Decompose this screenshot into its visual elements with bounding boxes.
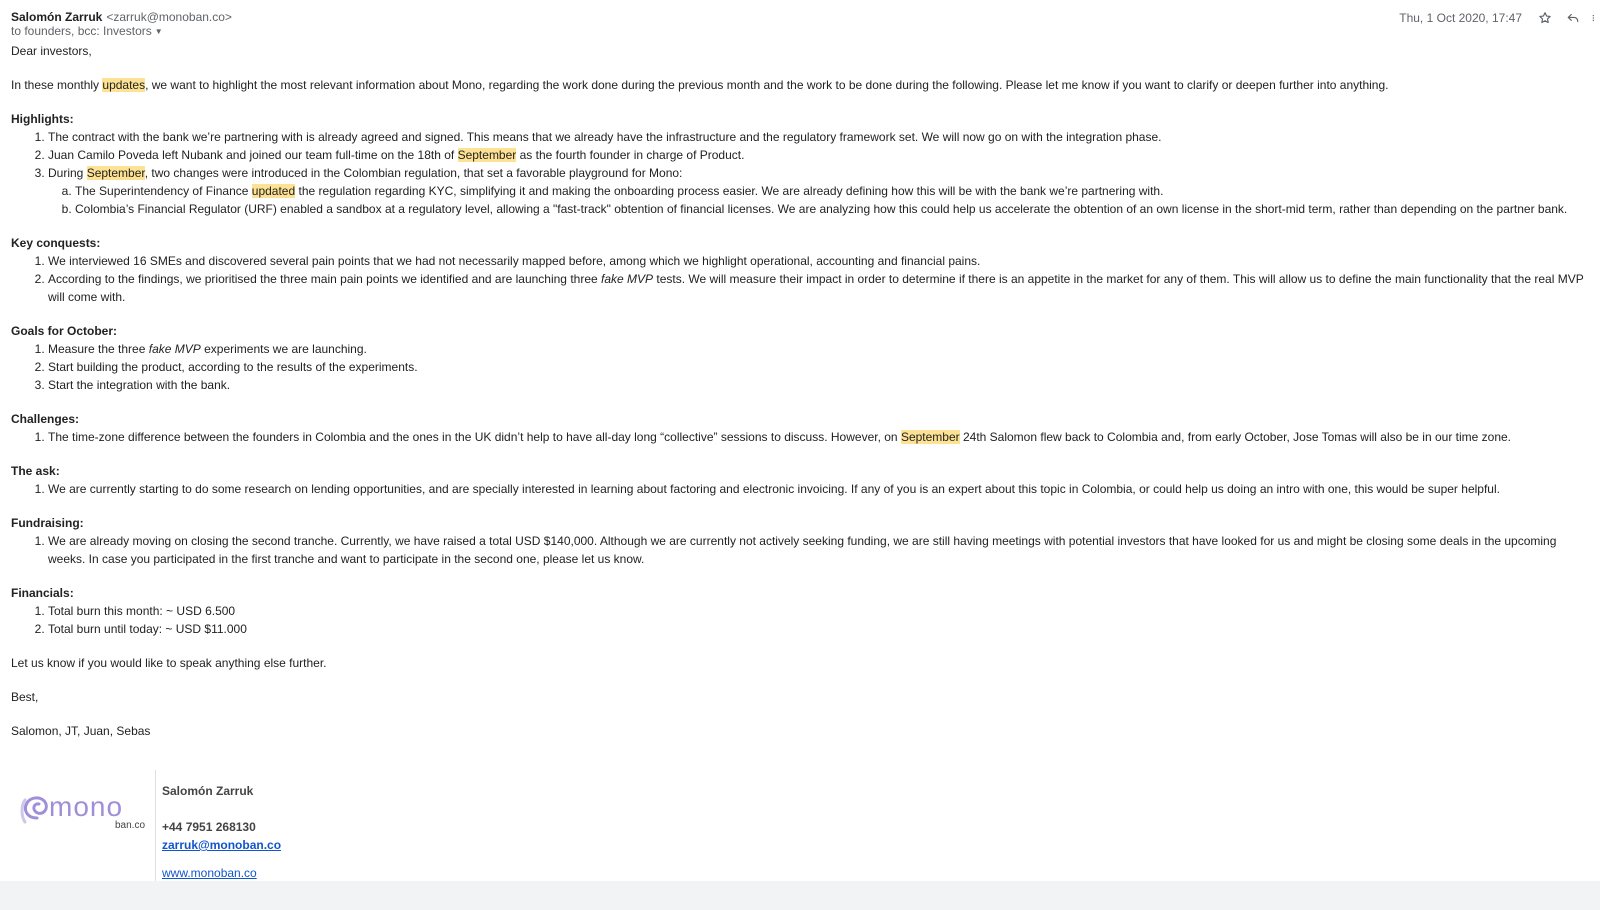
search-highlight: updated — [251, 184, 296, 198]
bottom-bar — [0, 881, 1600, 910]
recipients-text: to founders, bcc: Investors — [11, 24, 152, 38]
financials-list — [11, 602, 1600, 638]
sign-off: Best, — [11, 690, 39, 704]
signature-website-link[interactable]: www.monoban.co — [162, 866, 257, 880]
search-highlight: September — [457, 148, 517, 162]
search-highlight: updates — [102, 78, 146, 92]
goals-list — [11, 340, 1600, 394]
signature-email-link[interactable]: zarruk@monoban.co — [162, 838, 282, 852]
challenges-list — [11, 428, 1600, 446]
key-conquests-list — [11, 252, 1600, 306]
highlights-list — [11, 128, 1600, 218]
list-item: 1. We are already moving on closing the second tranche. Currently, we have raised a total USD $140,000. Although we are currently not actively seeking funding, we are still having meetings with potential investors that have looked for us and might be closing some deals in the upcoming weeks. In case you participated in the first tranche and want to participate in the second one, please let us know. — [48, 532, 1593, 568]
list-item: 2. According to the findings, we prioritised the three main pain points we identified and are launching three fake MVP tests. We will measure their impact in order to determine if there is an appetite in the market for any of them. This will allow us to define the main functionality that the real MVP will come with. — [48, 270, 1593, 306]
email-body — [11, 42, 1600, 740]
sub-list-item: a. The Superintendency of Finance updated the regulation regarding KYC, simplifying it and making the onboarding process easier. We are already defining how this will be with the bank we’re partnering with. — [75, 182, 1600, 200]
section-title-goals: Goals for October: — [11, 324, 118, 338]
email-signature — [11, 770, 411, 885]
signature-info — [162, 782, 281, 882]
sender-name[interactable]: Salomón Zarruk — [11, 10, 103, 24]
star-icon[interactable] — [1536, 9, 1554, 27]
logo-text: mono — [49, 791, 124, 822]
logo-subtext: ban.co — [115, 820, 146, 831]
fundraising-list — [11, 532, 1600, 568]
list-item: 3. During September, two changes were introduced in the Colombian regulation, that set a favorable playground for Mono: a. The Superintendency of Finance updated the regulation regarding KYC, simplifying it and making the onboarding process easier. We are already defining how this will be with the bank we’re partnering with. b. Colombia’s Financial Regulator (URF) enabled a sandbox at a regulatory level, allowing a "fast-track" obtention of financial licenses. We are analyzing how this could help us accelerate the obtention of an own license in the short-mid term, rather than depending on the partner bank. — [48, 164, 1600, 218]
signature-phone: +44 7951 268130 — [162, 820, 256, 834]
section-title-ask: The ask: — [11, 464, 60, 478]
section-title-fundraising: Fundraising: — [11, 516, 84, 530]
list-item: 2. Start building the product, according to the results of the experiments. — [48, 358, 1600, 376]
greeting: Dear investors, — [11, 44, 92, 58]
sub-list — [48, 182, 1600, 218]
list-item: 1. Measure the three fake MVP experiments we are launching. — [48, 340, 1600, 358]
search-highlight: September — [86, 166, 145, 180]
list-item: 2. Total burn until today: ~ USD $11.000 — [48, 620, 1600, 638]
monoban-logo — [17, 788, 149, 832]
sender-names: Salomon, JT, Juan, Sebas — [11, 724, 151, 738]
ask-list — [11, 480, 1600, 498]
list-item: 3. Start the integration with the bank. — [48, 376, 1600, 394]
section-title-highlights: Highlights: — [11, 112, 74, 126]
email-header — [11, 9, 1600, 39]
signature-name: Salomón Zarruk — [162, 784, 254, 798]
list-item: 2. Juan Camilo Poveda left Nubank and joined our team full-time on the 18th of September as the fourth founder in charge of Product. — [48, 146, 1600, 164]
list-item: 1. We interviewed 16 SMEs and discovered several pain points that we had not necessarily mapped before, among which we highlight operational, accounting and financial pains. — [48, 252, 1600, 270]
section-title-key-conquests: Key conquests: — [11, 236, 101, 250]
list-item: 1. The time-zone difference between the founders in Colombia and the ones in the UK didn’t help to have all-day long “collective” sessions to discuss. However, on September 24th Salomon flew back to Colombia and, from early October, Jose Tomas will also be in our time zone. — [48, 428, 1600, 446]
section-title-financials: Financials: — [11, 586, 74, 600]
header-actions — [1399, 9, 1600, 27]
sub-list-item: b. Colombia’s Financial Regulator (URF) enabled a sandbox at a regulatory level, allowing a "fast-track" obtention of financial licenses. We are analyzing how this could help us accelerate the obtention of an own license in the short-mid term, rather than depending on the partner bank. — [75, 200, 1600, 218]
email-date: Thu, 1 Oct 2020, 17:47 — [1399, 11, 1522, 25]
sender-email: <zarruk@monoban.co> — [106, 10, 232, 24]
recipients-dropdown[interactable] — [11, 23, 163, 40]
search-highlight: September — [900, 430, 960, 444]
closing-line: Let us know if you would like to speak anything else further. — [11, 656, 327, 670]
reply-icon[interactable] — [1564, 9, 1582, 27]
more-vert-icon[interactable] — [1592, 9, 1600, 27]
list-item: 1. The contract with the bank we’re partnering with is already agreed and signed. This means that we already have the infrastructure and the regulatory framework set. We will now go on with the integration phase. — [48, 128, 1600, 146]
caret-down-icon: ▼ — [154, 27, 163, 36]
list-item: 1. We are currently starting to do some research on lending opportunities, and are specially interested in learning about factoring and electronic invoicing. If any of you is an expert about this topic in Colombia, or could help us doing an intro with one, this would be super helpful. — [48, 480, 1600, 498]
intro-paragraph: In these monthly updates, we want to highlight the most relevant information about Mono, regarding the work done during the previous month and the work to be done during the following. Please let me know if you want to clarify or deepen further into anything. — [11, 78, 1389, 92]
signature-divider — [155, 770, 156, 885]
section-title-challenges: Challenges: — [11, 412, 80, 426]
list-item: 1. Total burn this month: ~ USD 6.500 — [48, 602, 1600, 620]
